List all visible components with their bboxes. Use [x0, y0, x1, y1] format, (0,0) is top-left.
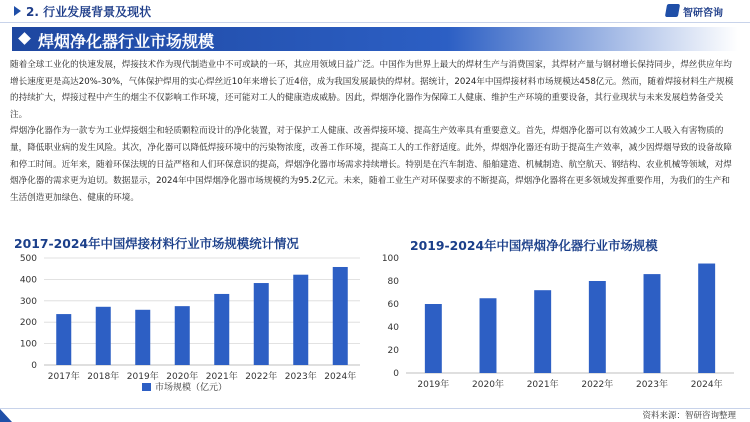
chart-1-bar [175, 306, 190, 365]
chart-1-bar [333, 267, 348, 365]
chart-2-xtick-label: 2024年 [690, 380, 723, 390]
chart-1-xtick-label: 2020年 [166, 372, 199, 382]
chart-2-xtick-label: 2020年 [472, 380, 504, 390]
chart-2-ytick-label: 40 [387, 323, 399, 333]
chart-2 [372, 250, 750, 405]
chart-1-xtick-label: 2018年 [87, 372, 120, 382]
chart-2-ytick-label: 100 [381, 254, 399, 264]
page-title: 焊烟净化器行业市场规模 [38, 32, 215, 51]
chart-1-bar [96, 307, 111, 365]
chart-1-xtick-label: 2024年 [324, 372, 357, 382]
chart-2-ytick-label: 0 [393, 369, 399, 379]
top-bar [0, 0, 750, 22]
chart-2-ytick-label: 80 [387, 277, 399, 287]
chart-1 [0, 250, 372, 405]
chart-1-ytick-label: 200 [19, 318, 37, 329]
chart-1-legend-swatch [142, 383, 151, 391]
top-divider [0, 22, 750, 23]
corner-triangle-icon [0, 409, 12, 422]
chart-1-ytick-label: 500 [19, 254, 37, 264]
chart-1-ytick-label: 100 [19, 339, 37, 350]
body-text [10, 57, 738, 206]
chart-1-xtick-label: 2023年 [284, 372, 317, 382]
chart-2-xtick-label: 2022年 [581, 380, 614, 390]
chart-2-bar [644, 274, 661, 373]
chart-2-title: 2019-2024年中国焊烟净化器行业市场规模 [410, 238, 658, 253]
chart-2-bar [589, 281, 606, 373]
paragraph-2: 焊烟净化器作为一款专为工业焊接烟尘和轻质颗粒而设计的净化装置，对于保护工人健康、改善焊接环境、提高生产效率具有重要意义。首先，焊烟净化器可以有效减少工人吸入有害物质的量，降低职业病的发生风险。其次，净化器可以降低焊接环境中的污染物浓度，改善工作环境，提高工人的工作舒适度。此外，焊烟净化器还有助于提高生产效率，减少因焊烟导致的设备故障和停工时间。近年来，随着环保法规的日益严格和人们环保意识的提高，焊烟净化器市场需求持续增长。特别是在汽车制造、船舶建造、机械制造、航空航天、钢结构、农业机械等领域，对焊烟净化器的需求更为迫切。数据显示，2024年中国焊烟净化器市场规模约为95.2亿元。未来，随着工业生产对环保要求的不断提高，焊烟净化器将在更多领域发挥重要作用，为我们的生产和生活创造更加绿色、健康的环境。 [10, 126, 732, 203]
chart-1-ytick-label: 400 [19, 275, 37, 286]
chart-1-bar [56, 314, 71, 365]
chart-1-xtick-label: 2022年 [245, 372, 278, 382]
section-marker-icon [14, 6, 21, 16]
chart-2-bar [425, 304, 442, 373]
chart-1-ytick-label: 300 [19, 296, 37, 307]
chart-2-ytick-label: 60 [387, 300, 399, 310]
chart-1-bar [254, 283, 269, 365]
chart-1-xtick-label: 2019年 [126, 372, 159, 382]
chart-1-ytick-label: 0 [31, 361, 37, 371]
chart-1-xtick-label: 2021年 [205, 372, 238, 382]
bottom-bar [0, 409, 750, 422]
source-note: 资料来源：智研咨询整理 [642, 411, 736, 421]
chart-1-title: 2017-2024年中国焊接材料行业市场规模统计情况 [14, 236, 299, 251]
section-label: 2. 行业发展背景及现状 [26, 5, 152, 19]
chart-2-bar [698, 264, 715, 373]
logo-icon [665, 4, 680, 17]
chart-1-legend-label: 市场规模（亿元） [155, 383, 228, 393]
diamond-icon [18, 32, 31, 45]
chart-2-xtick-label: 2023年 [636, 380, 668, 390]
chart-1-bar [293, 275, 308, 365]
logo-text: 智研咨询 [683, 8, 723, 19]
chart-1-xtick-label: 2017年 [47, 372, 80, 382]
chart-1-bar [135, 310, 150, 365]
chart-2-ytick-label: 20 [387, 346, 399, 356]
chart-2-bar [480, 298, 497, 373]
chart-2-xtick-label: 2019年 [417, 380, 450, 390]
title-band [12, 27, 738, 51]
chart-2-xtick-label: 2021年 [526, 380, 559, 390]
chart-1-bar [214, 294, 229, 365]
chart-2-bar [534, 290, 551, 373]
paragraph-1: 随着全球工业化的快速发展，焊接技术作为现代制造业中不可或缺的一环，其应用领域日益广泛。中国作为世界上最大的焊材生产与消费国家，其焊材产量与钢材增长保持同步，焊丝供应年均增长速度更是高达20%-30%，气体保护焊用的实心焊丝近10年来增长了近4倍，成为我国发展最快的焊材。据统计，2024年中国焊接材料市场规模达458亿元。然而，随着焊接材料生产规模的持续扩大，焊接过程中产生的烟尘不仅影响工作环境，还可能对工人的健康造成威胁。因此，焊烟净化器作为保障工人健康、维护生产环境的重要设备，其行业现状与未来发展趋势备受关注。 [10, 60, 734, 120]
